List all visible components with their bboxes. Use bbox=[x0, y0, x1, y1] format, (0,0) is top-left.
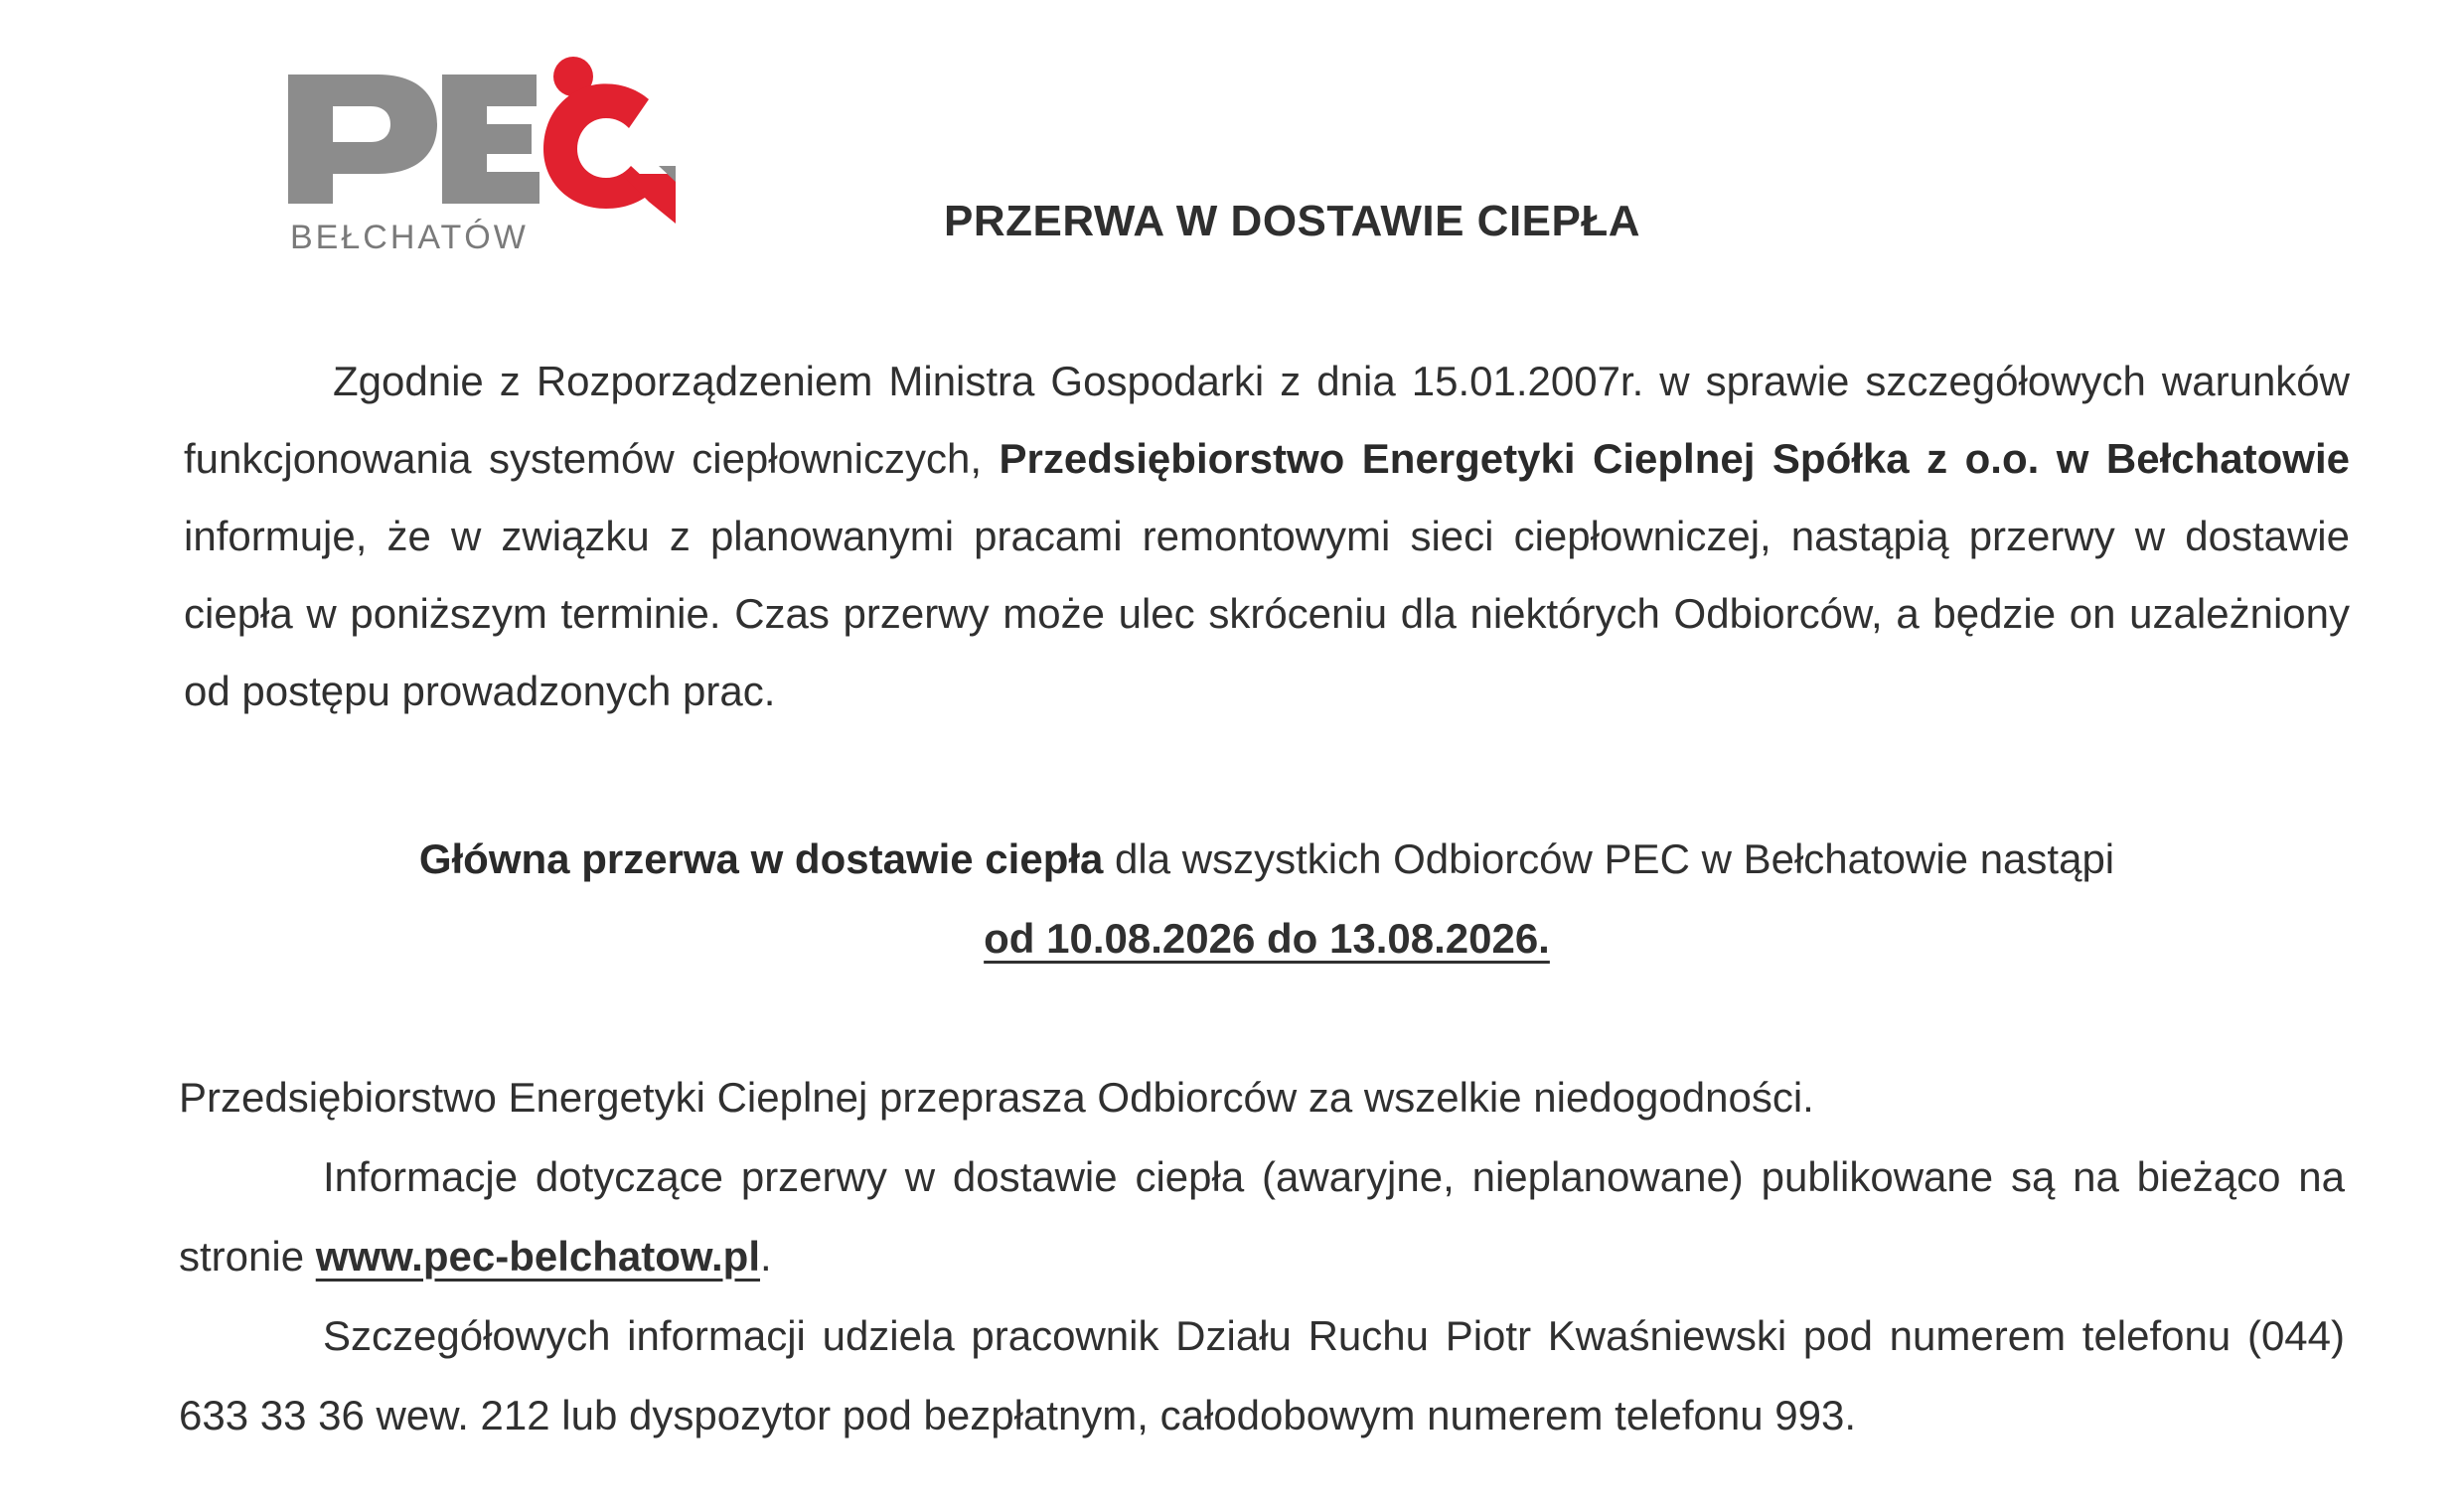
intro-text-start: Zgodnie z Rozporządzeniem Ministra Gospodarki z dnia 15.01.2007r. w sprawie szczegółowych warunków funkcjonowania systemów ciepłowniczych, bbox=[184, 358, 2350, 482]
contact-paragraph: Szczegółowych informacji udziela pracownik Działu Ruchu Piotr Kwaśniewski pod numerem telefonu (044) 633 33 36 wew. 212 lub dyspozytor pod bezpłatnym, całodobowym numerem telefonu 993. bbox=[179, 1312, 2345, 1438]
main-break-text: dla wszystkich Odbiorców PEC w Bełchatowie nastąpi bbox=[1103, 835, 2115, 882]
main-break-label: Główna przerwa w dostawie ciepła bbox=[418, 835, 1104, 882]
intro-paragraph bbox=[184, 343, 2350, 730]
apology-paragraph: Przedsiębiorstwo Energetyki Cieplnej przeprasza Odbiorców za wszelkie niedogodności. bbox=[179, 1074, 1814, 1121]
info-paragraph bbox=[179, 1137, 2345, 1296]
break-dates: od 10.08.2026 do 13.08.2026. bbox=[984, 915, 1550, 962]
website-link[interactable]: www.pec-belchatow.pl bbox=[315, 1233, 761, 1280]
info-text: Informacje dotyczące przerwy w dostawie ciepła (awaryjne, nieplanowane) publikowane są na bieżąco na stronie bbox=[179, 1153, 2345, 1280]
company-name: Przedsiębiorstwo Energetyki Cieplnej Spółka z o.o. w Bełchatowie bbox=[999, 435, 2351, 482]
intro-text-end: informuje, że w związku z planowanymi pracami remontowymi sieci ciepłowniczej, nastąpią przerwy w dostawie ciepła w poniższym terminie. Czas przerwy może ulec skróceniu dla niektórych Odbiorców, a będzie on uzależniony od postępu prowadzonych prac. bbox=[184, 513, 2350, 714]
info-period: . bbox=[760, 1233, 772, 1280]
pec-logo-mark bbox=[283, 55, 681, 224]
page-title: PRZERWA W DOSTAWIE CIEPŁA bbox=[944, 197, 1641, 245]
main-break-paragraph bbox=[184, 820, 2350, 979]
logo-caption: BEŁCHATÓW bbox=[290, 219, 529, 256]
